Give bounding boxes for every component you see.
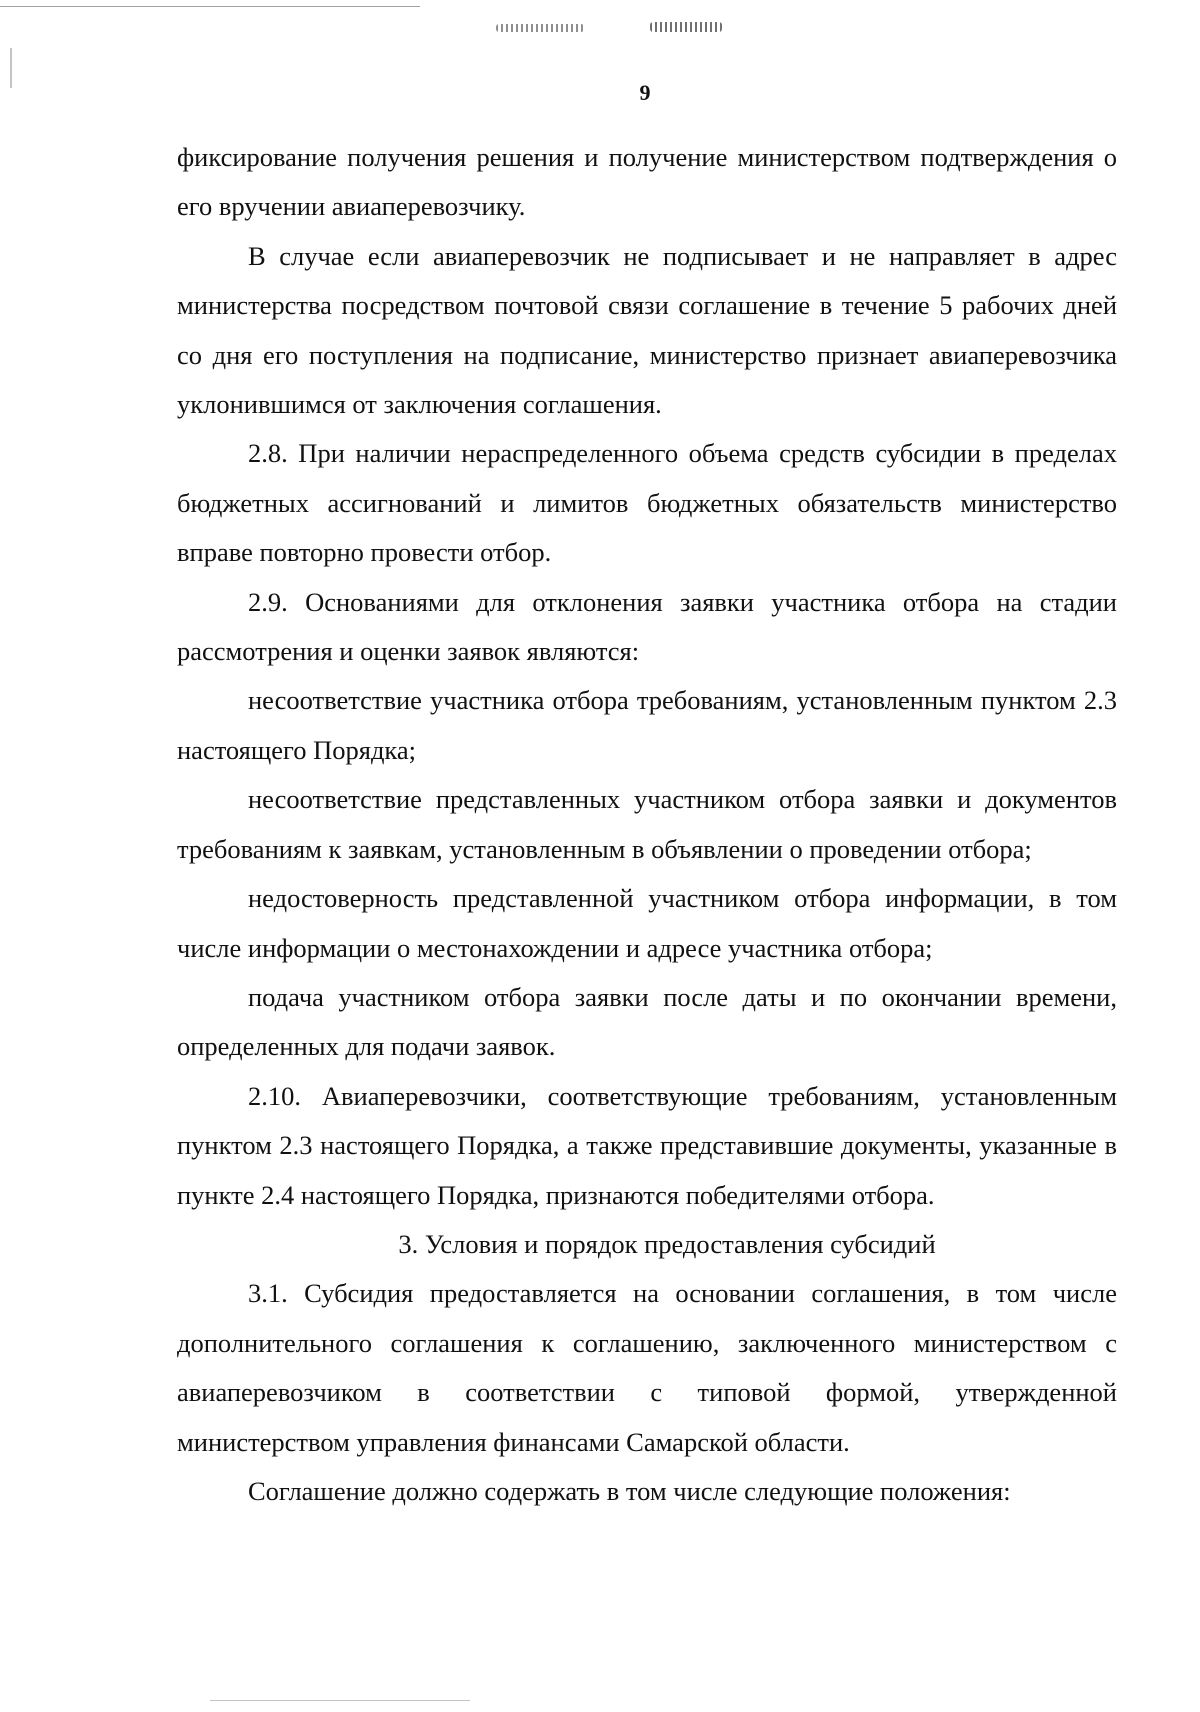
paragraph: В случае если авиаперевозчик не подписывает и не направляет в адрес министерства посредством почтовой связи соглашение в течение 5 рабочих дней со дня его поступления на подписание, министерство признает авиаперевозчика уклонившимся от заключения соглашения.: [177, 240, 1117, 420]
paragraph: 3.1. Субсидия предоставляется на основании соглашения, в том числе дополнительного соглашения к соглашению, заключенного министерством с авиаперевозчиком в соответствии с типовой формой, утвержденной министерством управления финансами Самарской области.: [177, 1278, 1117, 1457]
document-body: [177, 133, 1117, 1516]
paragraph: 2.8. При наличии нераспределенного объема средств субсидии в пределах бюджетных ассигнований и лимитов бюджетных обязательств министерство вправе повторно провести отбор.: [177, 438, 1117, 568]
scan-top-rule: [0, 6, 420, 7]
scan-smudge-right: [650, 22, 722, 32]
paragraph: недостоверность представленной участником отбора информации, в том числе информации о местонахождении и адресе участника отбора;: [177, 883, 1117, 963]
page-number: 9: [639, 80, 651, 105]
paragraph: подача участником отбора заявки после даты и по окончании времени, определенных для подачи заявок.: [177, 981, 1117, 1062]
paragraph: 2.10. Авиаперевозчики, соответствующие требованиям, установленным пунктом 2.3 настоящего Порядка, а также представившие документы, указанные в пункте 2.4 настоящего Порядка, признаются победителями отбора.: [177, 1080, 1117, 1210]
scan-bottom-rule: [210, 1700, 470, 1701]
paragraph: 2.9. Основаниями для отклонения заявки участника отбора на стадии рассмотрения и оценки заявок являются:: [177, 586, 1117, 667]
paragraph: фиксирование получения решения и получение министерством подтверждения о его вручении авиаперевозчику.: [177, 142, 1117, 222]
paragraph: несоответствие участника отбора требованиям, установленным пунктом 2.3 настоящего Порядка;: [177, 685, 1117, 765]
paragraph: Соглашение должно содержать в том числе следующие положения:: [248, 1475, 1011, 1506]
paragraph: несоответствие представленных участником отбора заявки и документов требованиям к заявкам, установленным в объявлении о проведении отбора;: [177, 784, 1117, 864]
section-heading: 3. Условия и порядок предоставления субсидий: [398, 1228, 936, 1259]
scan-smudge-left: [496, 24, 584, 32]
